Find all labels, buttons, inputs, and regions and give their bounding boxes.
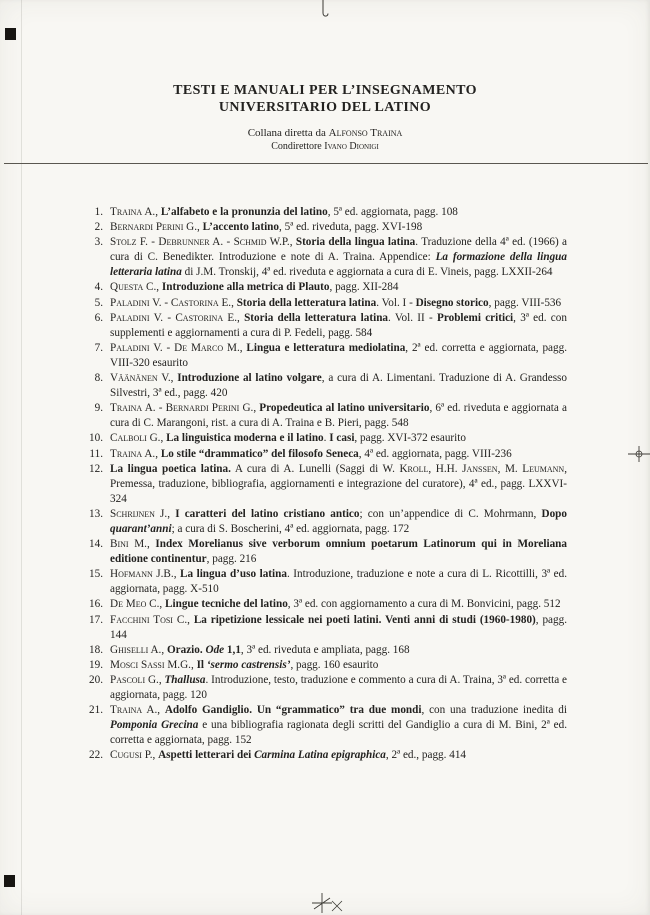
list-item bbox=[84, 748, 567, 763]
item-text: Hofmann J.B., La lingua d’uso latina. Introduzione, traduzione e note a cura di L. Ricottilli, 3ª ed. aggiornata, pagg. X-510 bbox=[110, 568, 568, 596]
item-number: 7. bbox=[94, 341, 103, 354]
item-number: 17. bbox=[89, 613, 103, 626]
item-text: Traina A., L’alfabeto e la pronunzia del latino, 5ª ed. aggiornata, pagg. 108 bbox=[110, 206, 458, 218]
item-text: Facchini Tosi C., La ripetizione lessicale nei poeti latini. Venti anni di studi (1960-1980), pagg. 144 bbox=[110, 613, 567, 641]
item-number: 2. bbox=[94, 221, 103, 234]
item-text: Traina A., Lo stile “drammatico” del filosofo Seneca, 4ª ed. aggiornata, pagg. VIII-236 bbox=[110, 447, 512, 460]
series-director-line bbox=[0, 127, 650, 139]
list-item bbox=[84, 447, 567, 462]
item-number: 3. bbox=[94, 236, 103, 249]
item-text: Traina A. - Bernardi Perini G., Propedeutica al latino universitario, 6ª ed. riveduta e aggiornata a cura di C. Marangoni, rist. a cura di A. Traina e B. Pieri, pagg. 548 bbox=[110, 402, 567, 430]
list-item bbox=[84, 597, 567, 612]
item-number: 15. bbox=[89, 568, 103, 581]
item-text: Mosci Sassi M.G., Il ‘sermo castrensis’, pagg. 160 esaurito bbox=[110, 658, 379, 671]
item-text: La lingua poetica latina. A cura di A. Lunelli (Saggi di W. Kroll, H.H. Janssen, M. Leumann, Premessa, traduzione, bibliografia, aggiornamenti e integrazione del curatore), 4ª ed., pagg. LXXVI-324 bbox=[110, 462, 568, 505]
item-text: Cugusi P., Aspetti letterari dei Carmina Latina epigraphica, 2ª ed., pagg. 414 bbox=[110, 749, 467, 762]
series-codirector-name: Ivano Dionigi bbox=[324, 141, 379, 152]
item-number: 14. bbox=[89, 538, 103, 551]
series-header bbox=[0, 82, 650, 152]
item-number: 13. bbox=[89, 507, 103, 520]
book-list bbox=[84, 205, 567, 763]
horizontal-rule bbox=[4, 163, 648, 164]
list-item bbox=[84, 401, 567, 431]
list-item bbox=[84, 658, 567, 673]
item-text: Schrijnen J., I caratteri del latino cristiano antico; con un’appendice di C. Mohrmann, Dopo quarant’anni; a cura di S. Boscherini, 4ª ed. aggiornata, pagg. 172 bbox=[110, 507, 567, 535]
item-number: 10. bbox=[89, 432, 103, 445]
series-director-name: Alfonso Traina bbox=[328, 127, 403, 139]
list-item bbox=[84, 431, 567, 446]
list-item bbox=[84, 280, 567, 295]
item-number: 20. bbox=[89, 673, 103, 686]
series-director-prefix: Collana diretta da bbox=[247, 127, 329, 139]
item-number: 4. bbox=[94, 281, 103, 294]
item-number: 12. bbox=[89, 462, 103, 475]
item-text: Stolz F. - Debrunner A. - Schmid W.P., Storia della lingua latina. Traduzione della 4ª ed. (1966) a cura di C. Benedikter. Introduzione e note di A. Traina. Appendice: La formazione della lingua letteraria latina di J.M. Tronskij, 4ª ed. riveduta e aggiornata a cura di E. Vineis, pagg. LXXII-264 bbox=[110, 236, 567, 279]
item-text: Paladini V. - Castorina E., Storia della letteratura latina. Vol. II - Problemi critici, 3ª ed. con supplementi e aggiornamenti a cura di P. Fedeli, pagg. 584 bbox=[110, 311, 567, 339]
series-title-line1: TESTI E MANUALI PER L’INSEGNAMENTO bbox=[173, 83, 477, 98]
item-text: Paladini V. - De Marco M., Lingua e letteratura mediolatina, 2ª ed. corretta e aggiornata, pagg. VIII-320 esaurito bbox=[110, 341, 568, 369]
item-text: Calboli G., La linguistica moderna e il latino. I casi, pagg. XVI-372 esaurito bbox=[110, 432, 466, 445]
series-title-line2: UNIVERSITARIO DEL LATINO bbox=[218, 100, 432, 115]
list-item bbox=[84, 673, 567, 703]
item-number: 22. bbox=[89, 749, 103, 762]
item-number: 1. bbox=[94, 206, 103, 218]
item-text: Paladini V. - Castorina E., Storia della letteratura latina. Vol. I - Disegno storico, pagg. VIII-536 bbox=[110, 296, 562, 309]
item-text: Questa C., Introduzione alla metrica di Plauto, pagg. XII-284 bbox=[110, 281, 399, 294]
list-item bbox=[84, 507, 567, 537]
item-number: 21. bbox=[89, 704, 103, 717]
list-item bbox=[84, 643, 567, 658]
item-number: 9. bbox=[94, 402, 103, 415]
item-text: Pascoli G., Thallusa. Introduzione, testo, traduzione e commento a cura di A. Traina, 3ª ed. corretta e aggiornata, pagg. 120 bbox=[110, 673, 567, 701]
item-number: 19. bbox=[89, 658, 103, 671]
crop-mark-bottom-center-icon bbox=[312, 893, 332, 915]
item-number: 6. bbox=[94, 311, 103, 324]
item-text: Traina A., Adolfo Gandiglio. Un “grammatico” tra due mondi, con una traduzione inedita di Pomponia Grecina e una bibliografia ragionata degli scritti del Gandiglio a cura di M. Bini, 2ª ed. corretta e aggiornata, pagg. 152 bbox=[110, 704, 567, 747]
list-item bbox=[84, 205, 567, 220]
item-number: 16. bbox=[89, 598, 103, 611]
list-item bbox=[84, 613, 567, 643]
list-item bbox=[84, 537, 567, 567]
list-item bbox=[84, 371, 567, 401]
item-number: 5. bbox=[94, 296, 103, 309]
list-item bbox=[84, 220, 567, 235]
list-item bbox=[84, 567, 567, 597]
item-number: 18. bbox=[89, 643, 103, 656]
crop-mark-right-middle-icon bbox=[628, 444, 650, 464]
series-codirector-prefix: Condirettore bbox=[271, 141, 325, 152]
item-text: Bini M., Index Morelianus sive verborum omnium poetarum Latinorum qui in Moreliana editione continentur, pagg. 216 bbox=[110, 538, 567, 566]
item-number: 8. bbox=[94, 372, 103, 385]
scan-block-top-left bbox=[5, 28, 16, 40]
list-item bbox=[84, 341, 567, 371]
list-item bbox=[84, 311, 567, 341]
series-title bbox=[0, 82, 650, 116]
scan-block-bottom-left bbox=[4, 875, 15, 887]
item-text: Väänänen V., Introduzione al latino volgare, a cura di A. Limentani. Traduzione di A. Grandesso Silvestri, 3ª ed., pagg. 420 bbox=[110, 372, 567, 400]
series-codirector-line bbox=[0, 141, 650, 152]
item-text: De Meo C., Lingue tecniche del latino, 3ª ed. con aggiornamento a cura di M. Bonvicini, pagg. 512 bbox=[110, 598, 561, 611]
crop-mark-top-center-icon bbox=[314, 0, 332, 20]
crop-mark-bottom-center-small-icon bbox=[331, 900, 343, 912]
item-text: Ghiselli A., Orazio. Ode 1,1, 3ª ed. riveduta e ampliata, pagg. 168 bbox=[110, 643, 410, 656]
item-text: Bernardi Perini G., L’accento latino, 5ª ed. riveduta, pagg. XVI-198 bbox=[110, 221, 423, 234]
list-item bbox=[84, 703, 567, 748]
list-item bbox=[84, 462, 567, 507]
list-item bbox=[84, 235, 567, 280]
item-number: 11. bbox=[89, 447, 103, 460]
list-item bbox=[84, 296, 567, 311]
